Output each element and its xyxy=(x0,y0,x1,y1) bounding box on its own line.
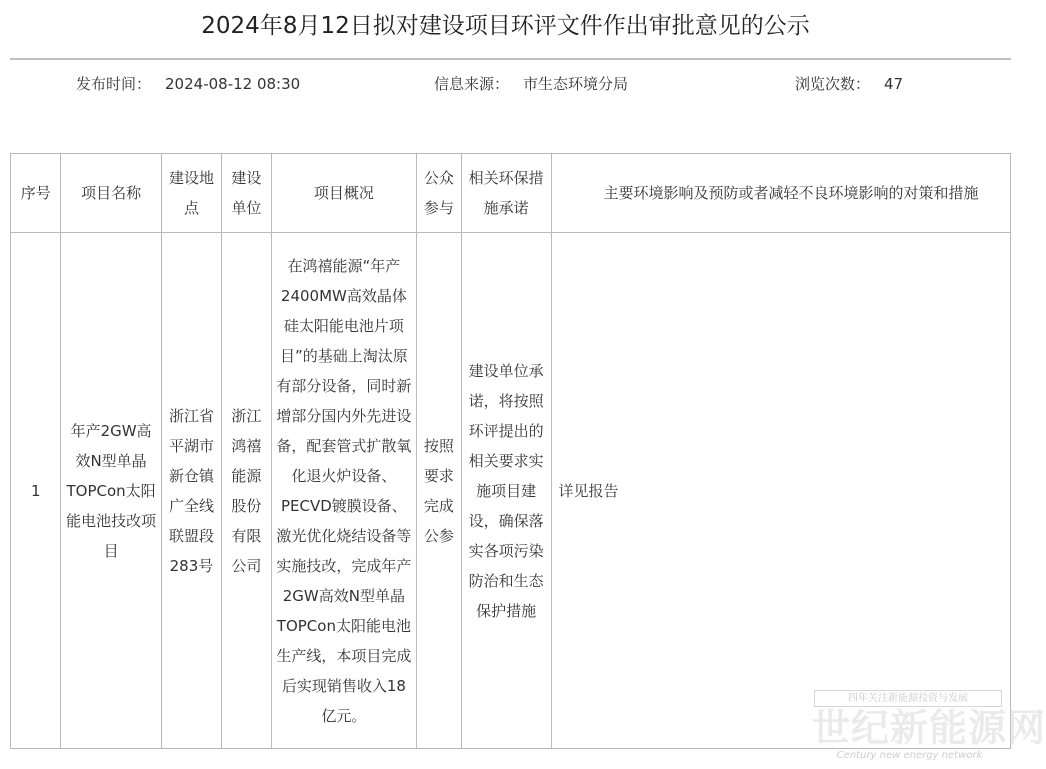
info-source-label: 信息来源： xyxy=(434,75,510,93)
page-title: 2024年8月12日拟对建设项目环评文件作出审批意见的公示 xyxy=(201,13,810,39)
project-table xyxy=(10,153,1046,750)
publish-time xyxy=(76,74,300,94)
cell-participation: 按照要求完成公参 xyxy=(417,233,462,749)
table-row xyxy=(11,233,1011,749)
watermark-english: Century new energy network xyxy=(836,750,983,761)
title-divider xyxy=(10,58,1011,60)
header-no: 序号 xyxy=(11,154,61,233)
info-source-value: 市生态环境分局 xyxy=(523,75,629,93)
publish-time-label: 发布时间： xyxy=(76,75,152,93)
view-count xyxy=(795,74,903,94)
view-count-value: 47 xyxy=(884,75,904,93)
table-header-row xyxy=(11,154,1011,233)
header-project-name: 项目名称 xyxy=(61,154,161,233)
header-measures: 主要环境影响及预防或者减轻不良环境影响的对策和措施 xyxy=(551,154,1010,233)
info-source xyxy=(434,74,628,94)
header-overview: 项目概况 xyxy=(271,154,416,233)
cell-builder: 浙江鸿禧能源股份有限公司 xyxy=(222,233,271,749)
header-participation: 公众参与 xyxy=(417,154,462,233)
cell-measures: 详见报告 xyxy=(551,233,1010,749)
watermark-logo-text: 世纪新能源网 xyxy=(812,706,1046,750)
publish-time-value: 2024-08-12 08:30 xyxy=(165,75,301,93)
cell-commitment: 建设单位承诺，将按照环评提出的相关要求实施项目建设，确保落实各项污染防治和生态保护措施 xyxy=(461,233,551,749)
cell-overview: 在鸿禧能源“年产2400MW高效晶体硅太阳能电池片项目”的基础上淘汰原有部分设备，同时新增部分国内外先进设备，配套管式扩散氧化退火炉设备、PECVD镀膜设备、激光优化烧结设备等实施技改，完成年产2GW高效N型单晶TOPCon太阳能电池生产线，本项目完成后实现销售收入18亿元。 xyxy=(271,233,416,749)
cell-location: 浙江省平湖市新仓镇广全线联盟段283号 xyxy=(161,233,222,749)
watermark-slogan: 四年关注新能源投资与发展 xyxy=(814,690,1002,707)
header-location: 建设地点 xyxy=(161,154,222,233)
cell-no: 1 xyxy=(11,233,61,749)
view-count-label: 浏览次数： xyxy=(795,75,871,93)
header-commitment: 相关环保措施承诺 xyxy=(461,154,551,233)
header-builder: 建设单位 xyxy=(222,154,271,233)
cell-project-name: 年产2GW高效N型单晶TOPCon太阳能电池技改项目 xyxy=(61,233,161,749)
